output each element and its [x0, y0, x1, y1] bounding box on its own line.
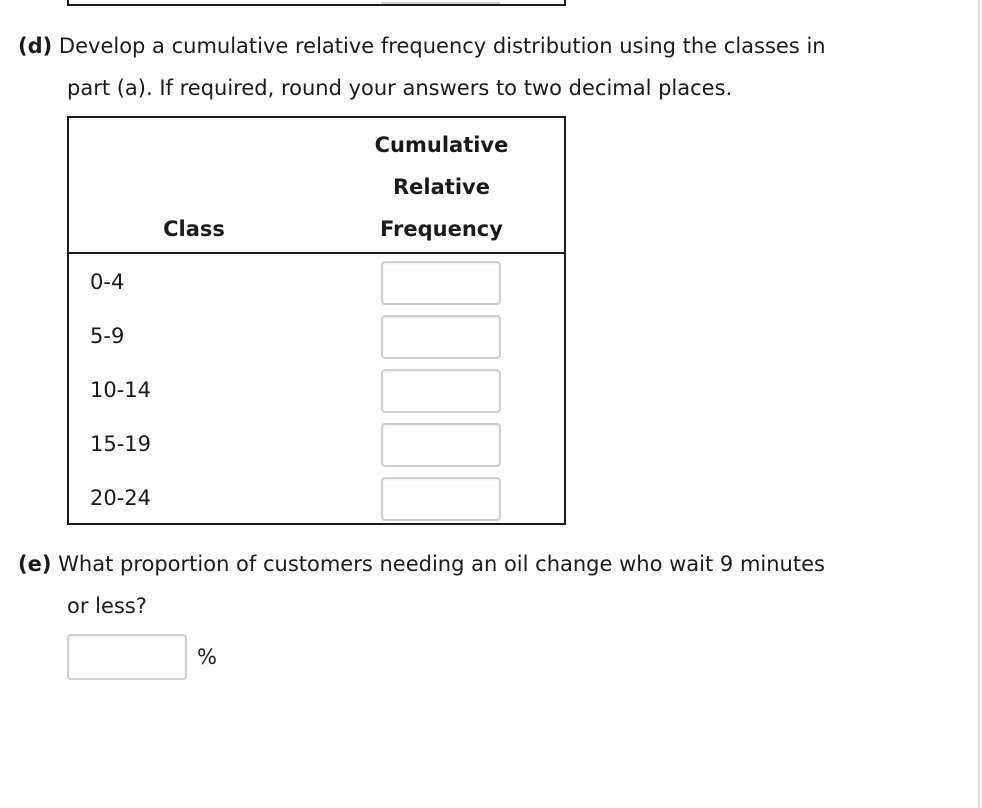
header-crf-line2: Relative	[393, 175, 490, 199]
table-header	[69, 118, 564, 254]
part-e-question	[18, 543, 958, 627]
table-row-5-9	[69, 310, 564, 364]
cumulative-relative-frequency-table	[67, 116, 566, 525]
page-right-border	[978, 0, 980, 808]
table-row-0-4	[69, 256, 564, 310]
percent-unit-label: %	[197, 645, 217, 669]
table-row-20-24	[69, 472, 564, 526]
crf-input-15-19[interactable]	[381, 423, 501, 467]
class-label-10-14: 10-14	[90, 378, 152, 402]
crf-input-5-9[interactable]	[381, 315, 501, 359]
part-d-text-line1: Develop a cumulative relative frequency distribution using the classes in	[58, 34, 826, 58]
crf-input-0-4[interactable]	[381, 261, 501, 305]
part-d-label: (d)	[18, 34, 53, 58]
class-label-20-24: 20-24	[90, 486, 152, 510]
class-label-5-9: 5-9	[90, 324, 125, 348]
header-class: Class	[163, 217, 225, 241]
header-crf-line3: Frequency	[380, 217, 503, 241]
header-cumulative-relative-frequency	[319, 124, 564, 250]
part-d-question	[18, 25, 958, 109]
part-e-label: (e)	[18, 552, 52, 576]
part-e-text-line1: What proportion of customers needing an oil change who wait 9 minutes	[58, 552, 825, 576]
table-row-10-14	[69, 364, 564, 418]
class-label-15-19: 15-19	[90, 432, 152, 456]
proportion-answer-input[interactable]	[67, 634, 187, 680]
previous-input-bottom-edge	[381, 0, 500, 4]
part-d-text-line2: part (a). If required, round your answers to two decimal places.	[67, 76, 733, 100]
part-e-text-line2: or less?	[67, 594, 147, 618]
crf-input-20-24[interactable]	[381, 477, 501, 521]
class-label-0-4: 0-4	[90, 270, 125, 294]
crf-input-10-14[interactable]	[381, 369, 501, 413]
header-crf-line1: Cumulative	[374, 133, 509, 157]
table-row-15-19	[69, 418, 564, 472]
